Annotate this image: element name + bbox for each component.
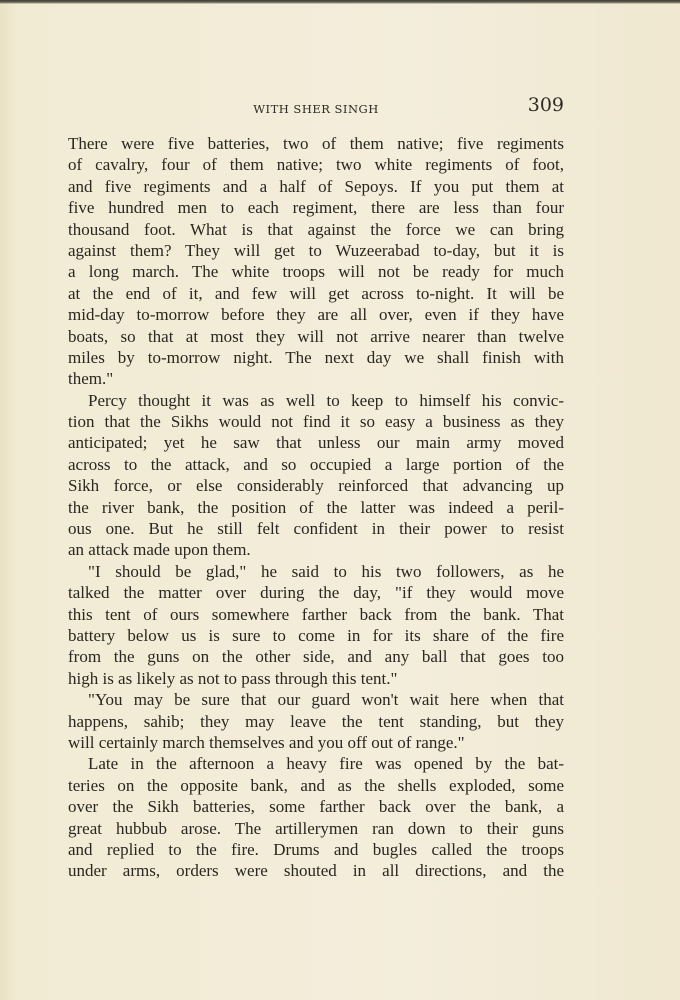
text-line: Percy thought it was as well to keep to himself his convic- (88, 390, 564, 410)
text-line: and replied to the fire. Drums and bugles called the troops (68, 839, 564, 859)
text-line: them." (68, 369, 114, 389)
text-line: high is as likely as not to pass through this tent." (68, 668, 398, 688)
text-line: tion that the Sikhs would not find it so easy a business as they (68, 412, 564, 432)
page-number: 309 (527, 94, 564, 116)
text-line: against them? They will get to Wuzeerabad to-day, but it is (68, 240, 564, 260)
text-line: five hundred men to each regiment, there are less than four (68, 198, 564, 218)
text-line: the river bank, the position of the latter was indeed a peril- (68, 497, 564, 517)
text-line: a long march. The white troops will not be ready for much (68, 262, 564, 282)
text-line: from the guns on the other side, and any ball that goes too (68, 647, 564, 667)
text-line: at the end of it, and few will get across to-night. It will be (68, 283, 564, 303)
text-line: and five regiments and a half of Sepoys. If you put them at (68, 176, 564, 196)
text-line: battery below us is sure to come in for its share of the fire (68, 625, 564, 645)
text-line: under arms, orders were shouted in all directions, and the (68, 861, 564, 881)
text-line: Sikh force, or else considerably reinforced that advancing up (68, 476, 564, 496)
running-head (68, 94, 564, 122)
text-line: teries on the opposite bank, and as the shells exploded, some (68, 775, 564, 795)
text-line: thousand foot. What is that against the force we can bring (68, 219, 564, 239)
text-line: boats, so that at most they will not arrive nearer than twelve (68, 326, 564, 346)
text-line: anticipated; yet he saw that unless our main army moved (68, 433, 564, 453)
running-title: WITH SHER SINGH (253, 102, 379, 116)
text-line: "I should be glad," he said to his two followers, as he (88, 561, 564, 581)
page-top-edge (0, 0, 680, 4)
text-line: happens, sahib; they may leave the tent standing, but they (68, 711, 564, 731)
text-line: an attack made upon them. (68, 540, 251, 560)
text-line: of cavalry, four of them native; two white regiments of foot, (68, 155, 564, 175)
text-line: talked the matter over during the day, "if they would move (68, 583, 564, 603)
text-line: will certainly march themselves and you off out of range." (68, 732, 465, 752)
text-line: across to the attack, and so occupied a large portion of the (68, 454, 564, 474)
body-text (68, 133, 564, 882)
text-line: ous one. But he still felt confident in their power to resist (68, 519, 564, 539)
text-line: mid-day to-morrow before they are all over, even if they have (68, 305, 564, 325)
text-line: great hubbub arose. The artillerymen ran down to their guns (68, 818, 564, 838)
text-line: There were five batteries, two of them native; five regiments (68, 134, 564, 153)
text-line: miles by to-morrow night. The next day we shall finish with (68, 347, 564, 367)
text-line: over the Sikh batteries, some farther back over the bank, a (68, 797, 564, 817)
text-line: this tent of ours somewhere farther back from the bank. That (68, 604, 564, 624)
text-line: Late in the afternoon a heavy fire was opened by the bat- (88, 754, 564, 774)
text-line: "You may be sure that our guard won't wait here when that (88, 690, 564, 710)
